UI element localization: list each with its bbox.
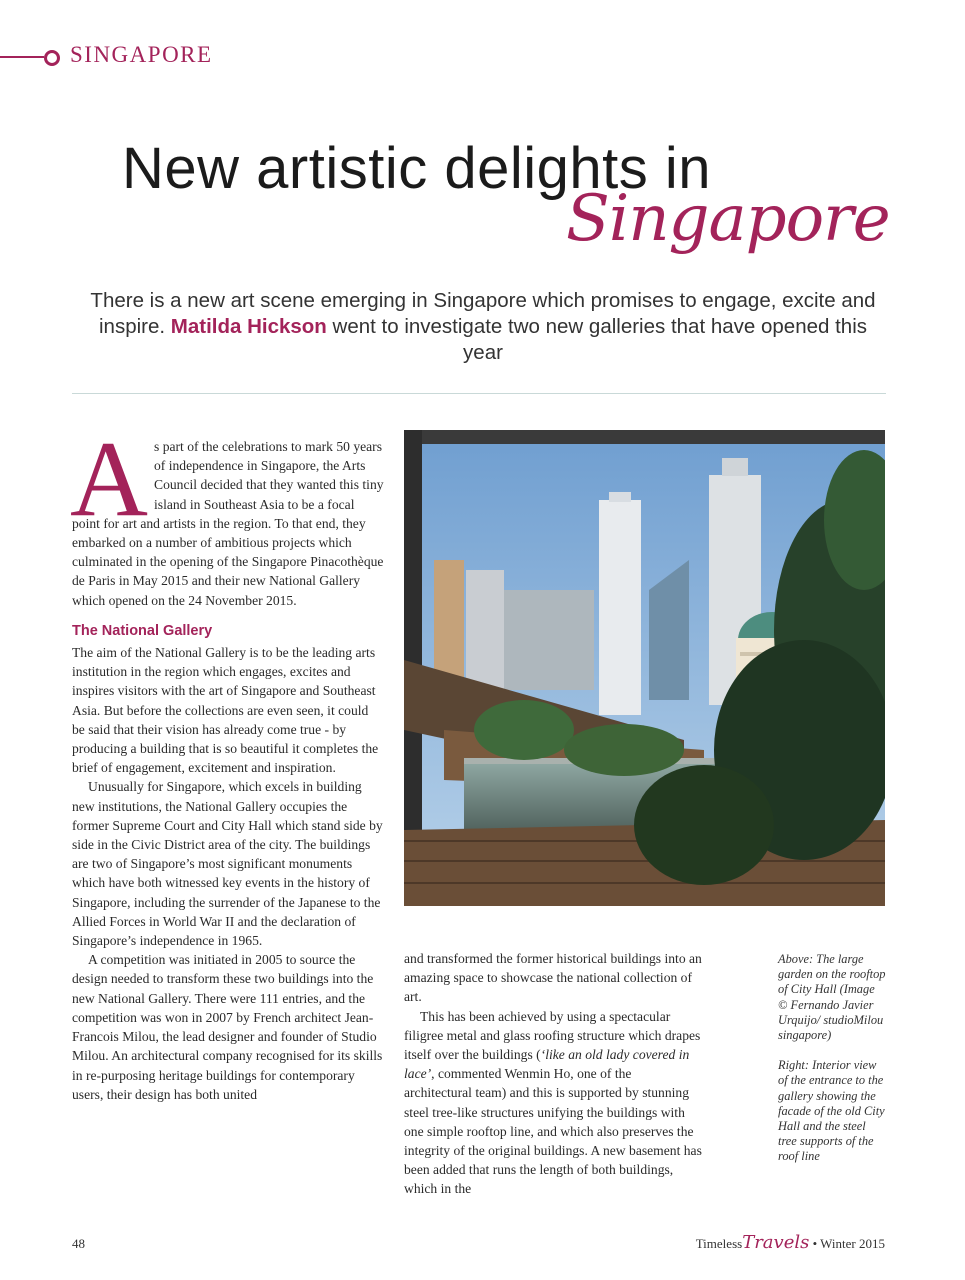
body-paragraph: and transformed the former historical buildings into an amazing space to showcase the national collection of art. xyxy=(404,951,702,1005)
page-number: 48 xyxy=(72,1236,85,1251)
section-label: SINGAPORE xyxy=(70,42,213,67)
quote: ‘like an old lady covered in lace’ xyxy=(404,1047,690,1082)
magazine-script: Travels xyxy=(742,1232,810,1253)
body-paragraph: This has been achieved by using a spectacular filigree metal and glass roofing structure which drapes itself over the buildings (‘like an old lady covered in lace’, commented Wenmin Ho, one of the architectural team) and this is supported by stunning steel tree-like structures unifying the buildings with one simple rooftop line, and which also preserves the integrity of the original buildings. A new basement has been added that runs the length of both buildings, which in the xyxy=(404,1008,702,1197)
intro-paragraph: As part of the celebrations to mark 50 years of independence in Singapore, the Arts Council decided that they wanted this tiny island in Southeast Asia to be a focal point for art and artists in the region. To that end, they embarked on a number of ambitious projects which culminated in the opening of the Singapore Pinacothèque de Paris in May 2015 and their new National Gallery which opened on the 24 November 2015. xyxy=(70,420,384,608)
drop-cap: A xyxy=(70,420,148,539)
photo-captions xyxy=(778,952,886,1180)
body-paragraph: Unusually for Singapore, which excels in building new institutions, the National Gallery occupies the former Supreme Court and City Hall which stand side by side in the Civic District area of the city. The buildings are two of Singapore’s most significant monuments which have both witnessed key events in the history of Singapore, including the surrender of the Japanese to the Allied Forces in World War II and the declaration of Singapore’s independence in 1965. xyxy=(72,779,383,949)
article-column-2 xyxy=(404,949,702,1199)
body-paragraph: The aim of the National Gallery is to be the leading arts institution in the region which engages, excites and inspires visitors with the art of Singapore and Southeast Asia. But before the collections are even seen, it could be said that their vision has already come true - by producing a building that is so beautiful it completes the brief of engagement, excitement and inspiration. xyxy=(72,645,379,776)
article-title-script: Singapore xyxy=(566,182,890,256)
rooftop-garden-photo xyxy=(404,430,885,906)
caption-above: Above: The large garden on the rooftop of City Hall (Image © Fernando Javier Urquijo/ studioMilou singapore) xyxy=(778,952,886,1043)
standfirst: There is a new art scene emerging in Singapore which promises to engage, excite and inspire. Matilda Hickson went to investigate two new galleries that have opened this year xyxy=(90,289,876,364)
caption-right: Right: Interior view of the entrance to the gallery showing the facade of the old City Hall and the steel tree supports of the roof line xyxy=(778,1058,885,1164)
section-bullet-icon xyxy=(44,50,60,66)
body-paragraph: A competition was initiated in 2005 to source the design needed to transform these two buildings into the new National Gallery. There were 111 entries, and the competition was won in 2007 by French architect Jean-Francois Milou, the lead designer and founder of Studio Milou. An architectural company recognised for its skills in re-purposing heritage buildings for contemporary users, their design has both united xyxy=(72,952,383,1102)
article-title: New artistic delights in xyxy=(122,136,711,201)
subheading: The National Gallery xyxy=(72,622,213,639)
article-column-1 xyxy=(70,420,384,1104)
section-rule xyxy=(0,56,44,58)
author-name: Matilda Hickson xyxy=(170,315,327,338)
magazine-footer: TimelessTravels • Winter 2015 xyxy=(695,1232,885,1253)
divider xyxy=(72,393,886,394)
